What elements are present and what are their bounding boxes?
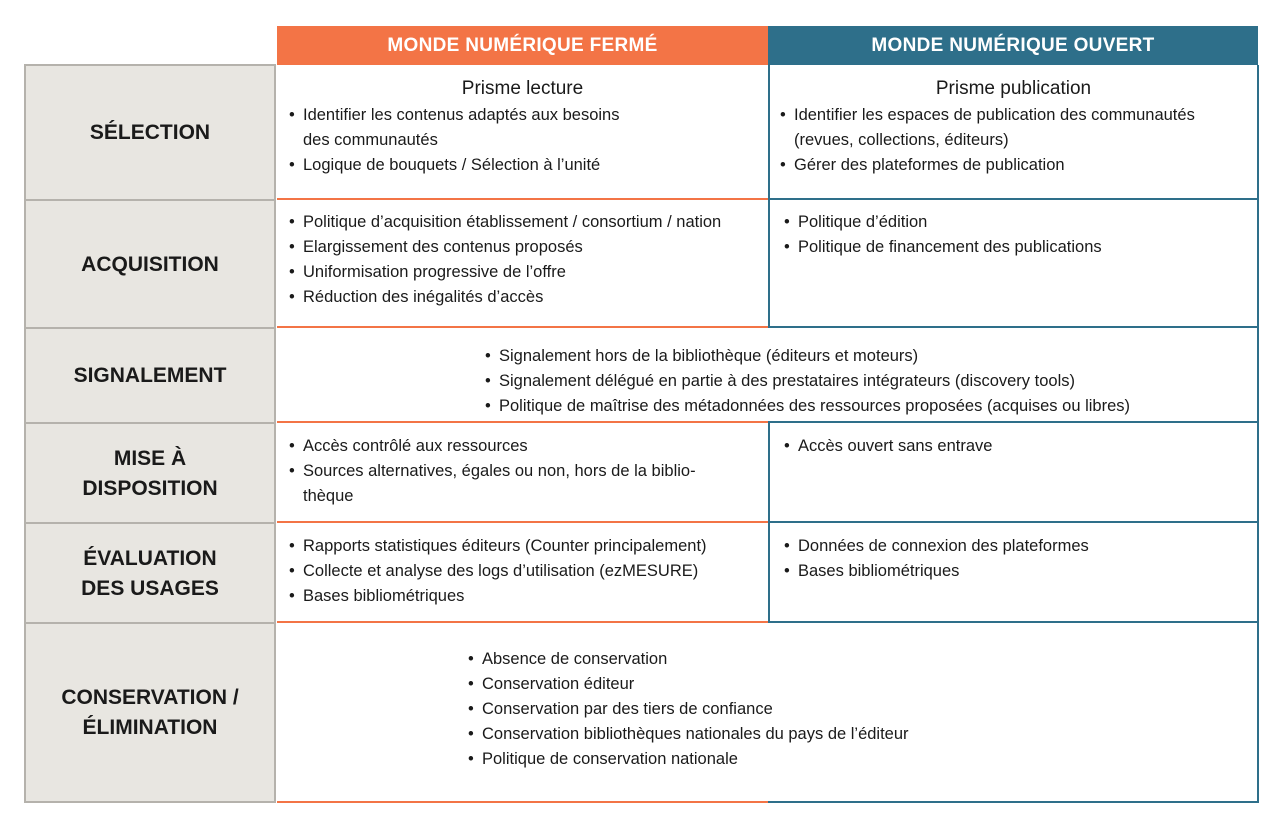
row-label-line: ÉVALUATION xyxy=(83,546,217,570)
list-item: • Identifier les espaces de publication des communautés xyxy=(778,103,1249,128)
list-item: • Bases bibliométriques xyxy=(287,584,758,609)
row-label-signalement: SIGNALEMENT xyxy=(73,364,227,387)
bullet-list xyxy=(287,210,758,310)
list-item: • Rapports statistiques éditeurs (Counter principalement) xyxy=(287,534,758,559)
bullet-list xyxy=(782,534,1247,584)
row-label-conservation xyxy=(24,624,276,802)
cell-signalement-edge xyxy=(1257,328,1259,423)
list-item: • Sources alternatives, égales ou non, hors de la biblio- xyxy=(287,459,758,484)
list-item: • Absence de conservation xyxy=(466,647,1226,672)
cell-selection-closed xyxy=(277,65,768,200)
cell-signalement xyxy=(483,344,1253,420)
row-label-line: DES USAGES xyxy=(81,576,219,600)
list-item: • Accès ouvert sans entrave xyxy=(782,434,1247,459)
row-label-line: MISE À xyxy=(113,446,187,470)
list-item: • Données de connexion des plateformes xyxy=(782,534,1247,559)
list-item: • Bases bibliométriques xyxy=(782,559,1247,584)
list-item: • Logique de bouquets / Sélection à l’unité xyxy=(287,153,758,178)
list-item: • Politique de financement des publications xyxy=(782,235,1247,260)
list-item: • Politique d’édition xyxy=(782,210,1247,235)
cell-mise-closed xyxy=(277,423,768,523)
list-item: • Politique d’acquisition établissement / consortium / nation xyxy=(287,210,758,235)
row-label-selection: SÉLECTION xyxy=(89,121,211,144)
list-item: • Conservation par des tiers de confiance xyxy=(466,697,1226,722)
list-item: • Signalement délégué en partie à des prestataires intégrateurs (discovery tools) xyxy=(483,369,1253,394)
cell-acquisition-closed xyxy=(277,200,768,328)
row-label-line: ÉLIMINATION xyxy=(82,716,218,739)
list-item: • Politique de conservation nationale xyxy=(466,747,1226,772)
list-item: • Accès contrôlé aux ressources xyxy=(287,434,758,459)
bullet-list xyxy=(287,534,758,609)
list-item: • Conservation bibliothèques nationales du pays de l’éditeur xyxy=(466,722,1226,747)
cell-conservation xyxy=(466,647,1226,777)
bullet-list xyxy=(287,103,758,178)
bullet-list xyxy=(287,434,758,509)
list-item-continuation: thèque xyxy=(303,487,354,505)
list-item: • Politique de maîtrise des métadonnées des ressources proposées (acquises ou libres) xyxy=(483,394,1253,419)
list-item: • Conservation éditeur xyxy=(466,672,1226,697)
prism-reading-title: Prisme lecture xyxy=(461,78,584,99)
bullet-list xyxy=(782,210,1247,260)
list-item: • Signalement hors de la bibliothèque (éditeurs et moteurs) xyxy=(483,344,1253,369)
row-label-line: CONSERVATION / xyxy=(61,686,239,709)
header-open-world: MONDE NUMÉRIQUE OUVERT xyxy=(768,26,1258,65)
prism-publication-title: Prisme publication xyxy=(935,78,1092,99)
cell-evaluation-open xyxy=(768,523,1259,623)
row-label-acquisition: ACQUISITION xyxy=(81,252,219,276)
bullet-list xyxy=(483,344,1253,419)
list-item: • Elargissement des contenus proposés xyxy=(287,235,758,260)
cell-mise-open xyxy=(768,423,1259,523)
list-item: • Collecte et analyse des logs d’utilisation (ezMESURE) xyxy=(287,559,758,584)
row-label-evaluation xyxy=(24,524,276,623)
bullet-list xyxy=(466,647,1226,772)
header-closed-world: MONDE NUMÉRIQUE FERMÉ xyxy=(277,26,768,65)
list-item-continuation: (revues, collections, éditeurs) xyxy=(794,131,1009,149)
list-item: • Gérer des plateformes de publication xyxy=(778,153,1249,178)
row-label-line: DISPOSITION xyxy=(82,476,218,500)
list-item-continuation: des communautés xyxy=(303,131,438,149)
cell-evaluation-closed xyxy=(277,523,768,623)
cell-selection-open xyxy=(768,65,1259,200)
list-item: • Réduction des inégalités d’accès xyxy=(287,285,758,310)
cell-conservation-right-border xyxy=(768,801,1259,803)
bullet-list xyxy=(778,103,1249,178)
cell-conservation-edge xyxy=(1257,623,1259,803)
list-item: • Uniformisation progressive de l’offre xyxy=(287,260,758,285)
list-item: • Identifier les contenus adaptés aux besoins xyxy=(287,103,758,128)
bullet-list xyxy=(782,434,1247,459)
cell-acquisition-open xyxy=(768,200,1259,328)
row-label-mise-a-disposition xyxy=(24,424,276,523)
